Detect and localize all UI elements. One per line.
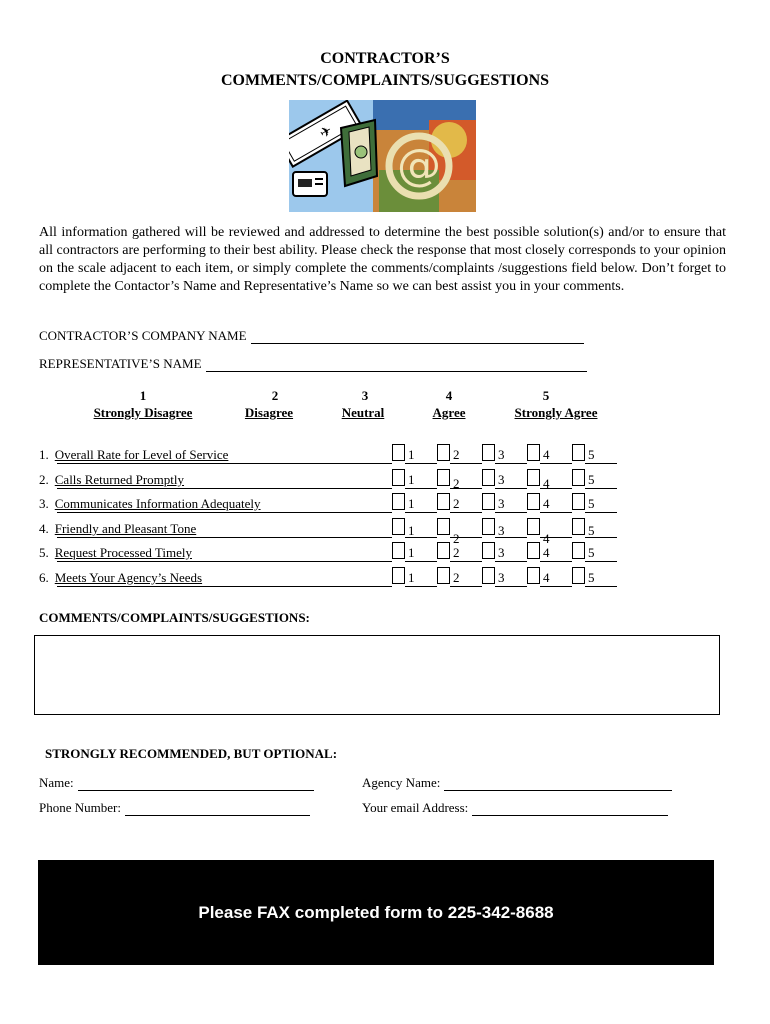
company-name-label: CONTRACTOR’S COMPANY NAME xyxy=(39,328,247,343)
rating-option-underline xyxy=(540,586,572,587)
intro-paragraph: All information gathered will be reviewed and addressed to determine the best possible solution(s) and/or to ensure that all contractors are performing to their best ability. Please check the response that most closely corresponds to your opinion on the scale adjacent to each item, or simply complete the comments/complaints /suggestions field below. Don’t forget to complete the Contactor’s Name and Representative’s Name so we can best assist you in your comments. xyxy=(39,225,726,294)
rating-option-label: 4 xyxy=(543,531,550,546)
rating-option-underline xyxy=(585,463,617,464)
rating-checkbox-q3-5[interactable] xyxy=(572,493,585,510)
scale-label-strongly-agree: Strongly Agree xyxy=(514,405,598,420)
rating-option-underline xyxy=(495,463,527,464)
rating-option-underline xyxy=(495,488,527,489)
rating-option-label: 5 xyxy=(588,523,595,538)
question-text: Request Processed Timely xyxy=(54,545,192,560)
name-field[interactable] xyxy=(78,776,314,791)
rating-option-label: 3 xyxy=(498,570,505,585)
scale-number-2: 2 xyxy=(271,388,279,403)
rating-option-underline xyxy=(405,586,437,587)
rating-option-label: 2 xyxy=(453,570,460,585)
question-underline xyxy=(57,561,392,562)
rating-option-underline xyxy=(405,488,437,489)
rating-checkbox-q2-2[interactable] xyxy=(437,469,450,486)
rating-option-underline xyxy=(540,561,572,562)
company-name-row xyxy=(39,328,584,344)
scale-number-5: 5 xyxy=(542,388,550,403)
question-underline xyxy=(57,488,392,489)
rating-option-underline xyxy=(495,561,527,562)
rating-checkbox-q4-5[interactable] xyxy=(572,518,585,535)
rating-option-label: 1 xyxy=(408,545,415,560)
rating-checkbox-q5-1[interactable] xyxy=(392,542,405,559)
rating-checkbox-q3-1[interactable] xyxy=(392,493,405,510)
rating-checkbox-q2-4[interactable] xyxy=(527,469,540,486)
rating-checkbox-q3-2[interactable] xyxy=(437,493,450,510)
question-1 xyxy=(39,447,228,463)
question-underline xyxy=(57,537,392,538)
question-number: 3. xyxy=(39,496,49,511)
rating-checkbox-q6-2[interactable] xyxy=(437,567,450,584)
rating-option-label: 2 xyxy=(453,531,460,546)
phone-number-label: Phone Number: xyxy=(39,800,121,815)
rating-option-underline xyxy=(495,537,527,538)
scale-label-neutral: Neutral xyxy=(341,405,385,420)
rating-checkbox-q6-1[interactable] xyxy=(392,567,405,584)
question-number: 2. xyxy=(39,472,49,487)
rating-option-underline xyxy=(585,488,617,489)
phone-number-field[interactable] xyxy=(125,801,310,816)
comments-heading: COMMENTS/COMPLAINTS/SUGGESTIONS: xyxy=(39,610,310,625)
rating-option-underline xyxy=(405,512,437,513)
rating-option-label: 3 xyxy=(498,496,505,511)
rating-option-label: 4 xyxy=(543,447,550,462)
page-title-line2: COMMENTS/COMPLAINTS/SUGGESTIONS xyxy=(220,72,550,89)
question-text: Overall Rate for Level of Service xyxy=(54,447,229,462)
rating-option-label: 3 xyxy=(498,523,505,538)
rating-checkbox-q2-5[interactable] xyxy=(572,469,585,486)
optional-heading: STRONGLY RECOMMENDED, BUT OPTIONAL: xyxy=(45,746,338,761)
fax-instruction: Please FAX completed form to 225-342-8688 xyxy=(198,902,554,922)
scale-label-strongly-disagree: Strongly Disagree xyxy=(93,405,193,420)
rating-option-underline xyxy=(585,537,617,538)
rating-option-label: 4 xyxy=(543,570,550,585)
rating-option-label: 1 xyxy=(408,472,415,487)
rating-option-label: 3 xyxy=(498,545,505,560)
question-underline xyxy=(57,586,392,587)
rating-option-underline xyxy=(405,463,437,464)
rating-checkbox-q6-3[interactable] xyxy=(482,567,495,584)
email-address-field[interactable] xyxy=(472,801,668,816)
question-6 xyxy=(39,570,202,586)
rating-option-underline xyxy=(540,463,572,464)
question-text: Friendly and Pleasant Tone xyxy=(54,521,197,536)
agency-name-label: Agency Name: xyxy=(362,775,441,790)
rating-checkbox-q5-3[interactable] xyxy=(482,542,495,559)
rating-checkbox-q1-1[interactable] xyxy=(392,444,405,461)
question-text: Meets Your Agency’s Needs xyxy=(54,570,203,585)
rating-option-label: 1 xyxy=(408,447,415,462)
rating-option-underline xyxy=(450,463,482,464)
rating-option-label: 4 xyxy=(543,476,550,491)
scale-number-4: 4 xyxy=(445,388,453,403)
rating-checkbox-q1-2[interactable] xyxy=(437,444,450,461)
rating-option-label: 1 xyxy=(408,570,415,585)
question-number: 4. xyxy=(39,521,49,536)
question-2 xyxy=(39,472,184,488)
rating-option-underline xyxy=(540,537,572,538)
email-address-row xyxy=(362,800,668,816)
rating-option-label: 5 xyxy=(588,472,595,487)
rating-option-label: 5 xyxy=(588,496,595,511)
representative-name-label: REPRESENTATIVE’S NAME xyxy=(39,356,202,371)
rating-option-label: 3 xyxy=(498,447,505,462)
rating-checkbox-q4-4[interactable] xyxy=(527,518,540,535)
representative-name-field[interactable] xyxy=(206,357,587,372)
rating-option-underline xyxy=(450,488,482,489)
rating-checkbox-q3-4[interactable] xyxy=(527,493,540,510)
rating-option-label: 4 xyxy=(543,496,550,511)
rating-option-label: 2 xyxy=(453,447,460,462)
question-4 xyxy=(39,521,196,537)
scale-number-3: 3 xyxy=(361,388,369,403)
rating-checkbox-q1-3[interactable] xyxy=(482,444,495,461)
question-underline xyxy=(57,463,392,464)
comments-textarea[interactable] xyxy=(34,635,720,715)
agency-name-field[interactable] xyxy=(444,776,672,791)
rating-option-label: 1 xyxy=(408,496,415,511)
scale-label-disagree: Disagree xyxy=(244,405,294,420)
rating-option-label: 5 xyxy=(588,447,595,462)
page-title-line1: CONTRACTOR’S xyxy=(320,50,450,67)
rating-checkbox-q4-2[interactable] xyxy=(437,518,450,535)
rating-option-underline xyxy=(585,586,617,587)
rating-option-underline xyxy=(405,537,437,538)
rating-option-underline xyxy=(450,512,482,513)
representative-name-row xyxy=(39,356,587,372)
rating-checkbox-q1-4[interactable] xyxy=(527,444,540,461)
question-text: Communicates Information Adequately xyxy=(54,496,261,511)
rating-checkbox-q5-2[interactable] xyxy=(437,542,450,559)
rating-option-label: 3 xyxy=(498,472,505,487)
question-number: 6. xyxy=(39,570,49,585)
rating-option-underline xyxy=(585,561,617,562)
name-label: Name: xyxy=(39,775,74,790)
rating-option-underline xyxy=(540,488,572,489)
question-number: 1. xyxy=(39,447,49,462)
company-name-field[interactable] xyxy=(251,329,584,344)
rating-checkbox-q4-3[interactable] xyxy=(482,518,495,535)
rating-option-label: 5 xyxy=(588,545,595,560)
question-5 xyxy=(39,545,192,561)
name-row xyxy=(39,775,314,791)
rating-option-label: 2 xyxy=(453,476,460,491)
svg-text:@: @ xyxy=(397,140,441,191)
rating-option-underline xyxy=(540,512,572,513)
rating-option-label: 1 xyxy=(408,523,415,538)
question-3 xyxy=(39,496,261,512)
rating-option-underline xyxy=(450,537,482,538)
rating-checkbox-q5-5[interactable] xyxy=(572,542,585,559)
svg-text:✈: ✈ xyxy=(317,122,336,143)
question-underline xyxy=(57,512,392,513)
rating-option-label: 5 xyxy=(588,570,595,585)
agency-name-row xyxy=(362,775,672,791)
rating-option-underline xyxy=(405,561,437,562)
rating-checkbox-q5-4[interactable] xyxy=(527,542,540,559)
rating-option-label: 2 xyxy=(453,496,460,511)
scale-number-1: 1 xyxy=(139,388,147,403)
phone-number-row xyxy=(39,800,310,816)
rating-option-underline xyxy=(585,512,617,513)
question-number: 5. xyxy=(39,545,49,560)
rating-checkbox-q1-5[interactable] xyxy=(572,444,585,461)
rating-option-underline xyxy=(450,561,482,562)
scale-label-agree: Agree xyxy=(432,405,466,420)
rating-checkbox-q6-5[interactable] xyxy=(572,567,585,584)
email-address-label: Your email Address: xyxy=(362,800,469,815)
rating-checkbox-q2-3[interactable] xyxy=(482,469,495,486)
rating-checkbox-q6-4[interactable] xyxy=(527,567,540,584)
rating-option-label: 2 xyxy=(453,545,460,560)
fax-banner xyxy=(38,860,714,965)
rating-checkbox-q4-1[interactable] xyxy=(392,518,405,535)
rating-checkbox-q2-1[interactable] xyxy=(392,469,405,486)
rating-option-label: 4 xyxy=(543,545,550,560)
question-text: Calls Returned Promptly xyxy=(54,472,185,487)
rating-checkbox-q3-3[interactable] xyxy=(482,493,495,510)
rating-option-underline xyxy=(495,512,527,513)
travel-collage-clipart xyxy=(289,100,476,212)
rating-option-underline xyxy=(495,586,527,587)
rating-option-underline xyxy=(450,586,482,587)
